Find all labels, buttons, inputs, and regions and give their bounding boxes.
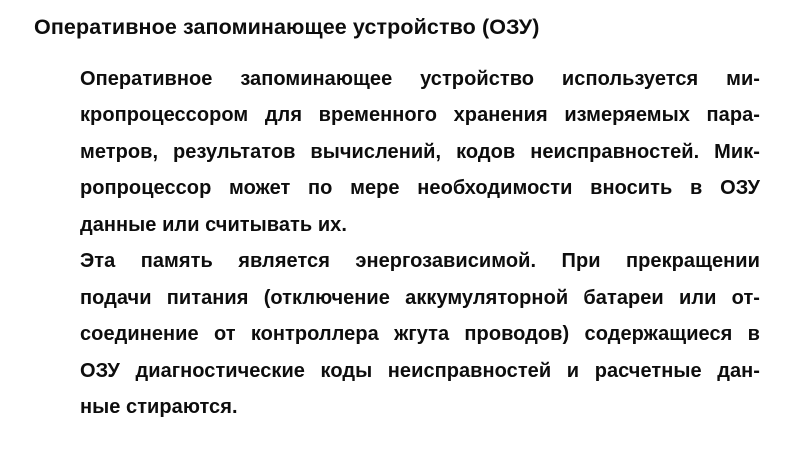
paragraph-line: ОЗУ диагностические коды неисправностей и расчетные дан-	[80, 359, 760, 382]
paragraph-line: Оперативное запоминающее устройство используется ми-	[80, 67, 760, 90]
paragraph-line: данные или считывать их.	[80, 213, 347, 236]
paragraph-line: метров, результатов вычислений, кодов неисправностей. Мик-	[80, 140, 760, 163]
paragraph-line: ные стираются.	[80, 396, 238, 419]
paragraph-line: соединение от контроллера жгута проводов) содержащиеся в	[80, 323, 760, 346]
paragraph-volatile-memory	[34, 243, 760, 426]
paragraph-line: кропроцессором для временного хранения измеряемых пара-	[80, 104, 760, 127]
paragraph-line: ропроцессор может по мере необходимости вносить в ОЗУ	[80, 177, 760, 200]
page-title: Оперативное запоминающее устройство (ОЗУ)	[34, 15, 540, 39]
paragraph-line: Эта память является энергозависимой. При прекращении	[80, 250, 760, 273]
paragraph-ram-usage	[34, 61, 760, 244]
document-body	[34, 61, 760, 426]
paragraph-line: подачи питания (отключение аккумуляторной батареи или от-	[80, 286, 760, 309]
